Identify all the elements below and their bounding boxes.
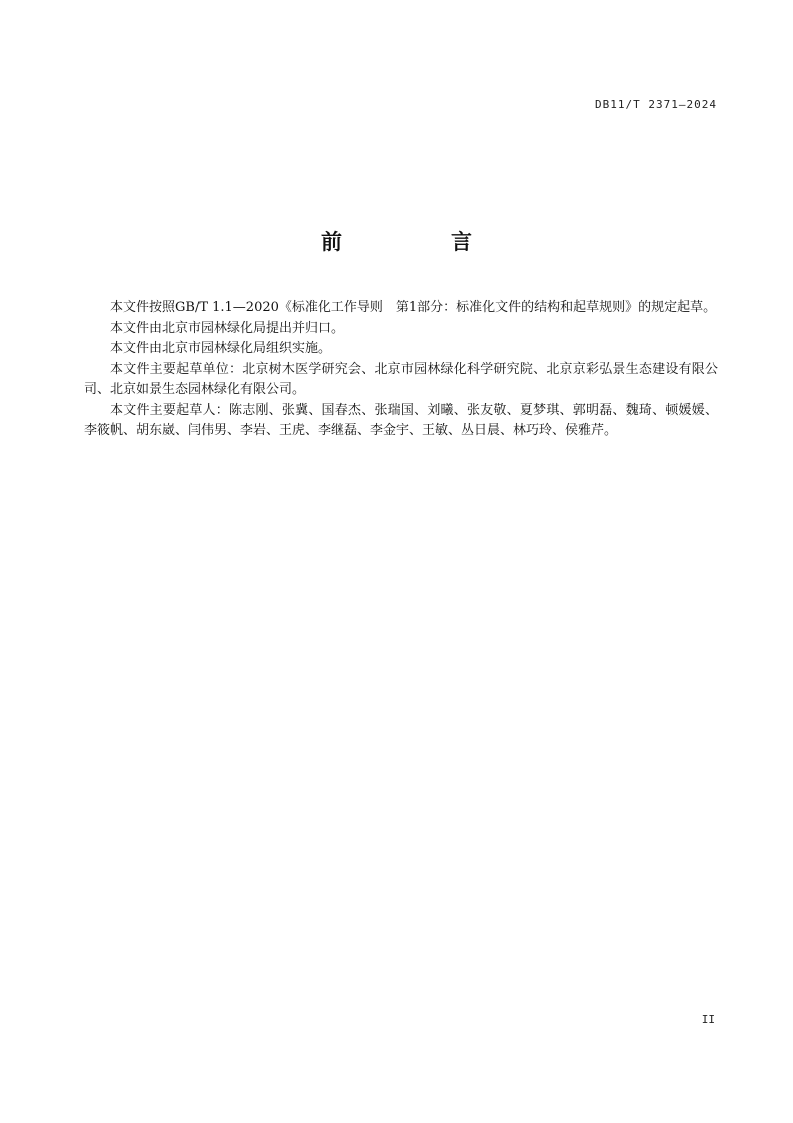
paragraph-drafters: 本文件主要起草人：陈志刚、张冀、国春杰、张瑞国、刘曦、张友敬、夏梦琪、郭明磊、魏琦、顿媛媛、李筱帆、胡东崴、闫伟男、李岩、王虎、李继磊、李金宇、王敏、丛日晨、林巧玲、侯雅芹。 (84, 402, 718, 438)
paragraph-implementer: 本文件由北京市园林绿化局组织实施。 (110, 341, 332, 356)
standard-code: DB11/T 2371—2024 (595, 98, 717, 111)
paragraph-proposer: 本文件由北京市园林绿化局提出并归口。 (110, 320, 345, 336)
page-number: II (701, 1013, 715, 1026)
paragraph-drafting-rules: 本文件按照GB/T 1.1—2020《标准化工作导则 第1部分：标准化文件的结构和起草规则》的规定起草。 (110, 300, 717, 315)
document-body (84, 298, 718, 442)
page-title: 前 言 (321, 230, 516, 254)
paragraph-drafting-units: 本文件主要起草单位：北京树木医学研究会、北京市园林绿化科学研究院、北京京彩弘景生态建设有限公司、北京如景生态园林绿化有限公司。 (84, 361, 718, 397)
